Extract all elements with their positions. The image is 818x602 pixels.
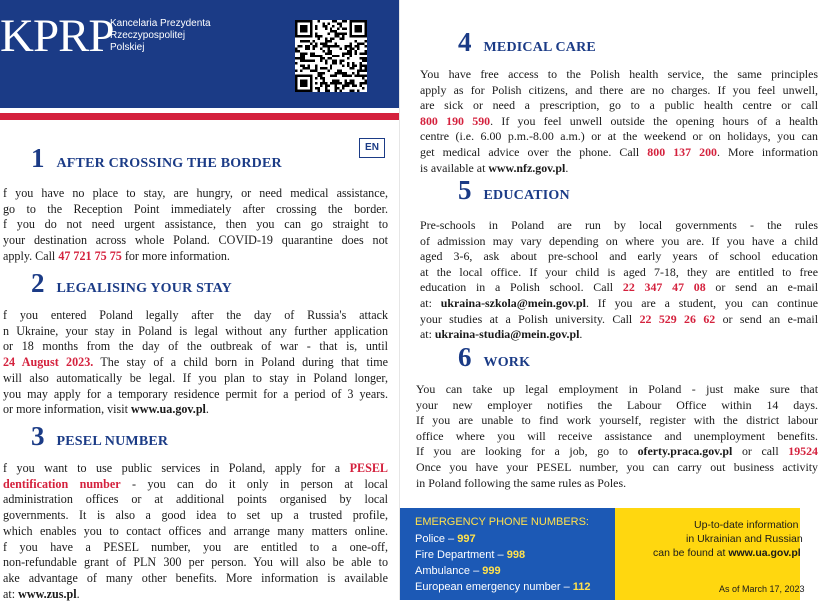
text-line: centre (i.e. 6.00 p.m.-8.00 a.m.) or at the weekend or on holidays, you can (420, 129, 818, 144)
text-fragment: - you can do it only in person at local (120, 476, 388, 491)
org-name-line: Polskiej (110, 42, 145, 53)
section-5-heading (458, 175, 570, 206)
section-number: 2 (31, 268, 45, 298)
text-line: governments. It is also a good idea to set up a trusted profile, (3, 508, 388, 523)
text-line: f you have a PESEL number, you are entitled to a one-off, (3, 539, 388, 554)
text-line: administration offices or at additional points organised by local (3, 492, 388, 507)
text-line (3, 461, 388, 477)
text-line: your new employer notifies the Labour Office within 14 days. (416, 397, 818, 412)
text-line (420, 280, 818, 296)
section-title: MEDICAL CARE (483, 40, 596, 55)
text-fragment: can be found at (653, 547, 729, 559)
section-3-text (3, 461, 388, 602)
text-fragment: or call (732, 444, 789, 459)
emergency-label: European emergency number – (415, 581, 573, 593)
text-fragment: is available at (420, 160, 489, 175)
text-fragment: . (579, 327, 583, 342)
emergency-title: EMERGENCY PHONE NUMBERS: (415, 516, 589, 528)
section-2-text (3, 308, 388, 418)
text-fragment: at: (420, 327, 435, 342)
text-line (420, 312, 818, 328)
text-fragment: apply. Call (3, 248, 59, 263)
website-link[interactable]: www.nfz.gov.pl (488, 160, 566, 175)
section-number: 6 (458, 342, 472, 372)
text-fragment: or more information, visit (3, 402, 131, 417)
text-line (420, 161, 818, 177)
section-title: LEGALISING YOUR STAY (56, 281, 232, 296)
section-title: PESEL NUMBER (56, 434, 169, 449)
header-banner (0, 0, 400, 108)
text-line: non-refundable grant of PLN 300 per person. You will also be able to (3, 555, 388, 570)
website-link[interactable]: www.zus.pl (18, 586, 77, 601)
text-fragment: f you want to use public services in Poland, apply for a (3, 461, 350, 475)
text-line: which enables you to contact offices and arrange many matters online. (3, 523, 388, 538)
emergency-numbers-box (400, 508, 615, 600)
text-line (420, 327, 818, 343)
text-fragment: or send an e-mail (715, 311, 818, 326)
text-fragment: education in a Polish school. Call (420, 280, 623, 295)
text-line: you may apply for a temporary residence permit for a period of 3 years. (3, 386, 388, 401)
emergency-number[interactable]: 999 (482, 565, 501, 577)
section-number: 5 (458, 175, 472, 205)
section-3-heading (31, 421, 168, 452)
text-fragment: or send an e-mail (705, 280, 818, 295)
text-fragment: . If you are a student, you can continue (585, 295, 818, 310)
section-2-heading (31, 268, 232, 299)
emergency-label: Ambulance – (415, 565, 483, 577)
text-line: will also automatically be legal. If you plan to stay in Poland longer, (3, 370, 388, 385)
left-page (0, 0, 400, 600)
website-link[interactable]: www.ua.gov.pl (130, 402, 206, 417)
text-fragment: at: (420, 295, 441, 310)
text-line: office where you will receive assistance and unemployment benefits. (416, 428, 818, 443)
text-line (420, 145, 818, 161)
phone-number[interactable]: 22 347 47 08 (622, 280, 706, 295)
org-name-line: Kancelaria Prezydenta (110, 18, 211, 29)
text-line (416, 444, 818, 460)
section-number: 3 (31, 421, 45, 451)
emergency-item-police (415, 533, 476, 545)
text-line: your destination across whole Poland. COVID-19 quarantine does not (3, 233, 388, 248)
org-name (110, 18, 211, 54)
emergency-item-european (415, 581, 591, 593)
text-line (3, 587, 388, 602)
email-link[interactable]: ukraina-szkola@mein.gov.pl (440, 295, 586, 310)
text-line (3, 477, 388, 493)
text-fragment: at: (3, 586, 19, 601)
text-fragment: If you are looking for a job, go to (416, 444, 638, 459)
info-line: in Ukrainian and Russian (686, 533, 803, 545)
text-line: Once you have your PESEL number, you can carry out business activity (416, 459, 818, 474)
emergency-label: Fire Department – (415, 549, 507, 561)
text-fragment: . (76, 586, 80, 601)
text-line: are sick or need a prescription, go to a public health centre or call (420, 98, 818, 113)
text-fragment: . More information (716, 144, 818, 159)
section-4-text (420, 67, 818, 176)
phone-number[interactable]: 19524 (788, 444, 818, 459)
emergency-number[interactable]: 112 (572, 581, 591, 593)
section-number: 1 (31, 143, 45, 173)
org-name-line: Rzeczypospolitej (110, 30, 186, 41)
section-number: 4 (458, 27, 472, 57)
info-box (615, 508, 805, 600)
section-6-heading (458, 342, 530, 373)
section-title: WORK (483, 355, 531, 370)
text-line (3, 249, 388, 265)
text-line (420, 114, 818, 130)
qr-code-icon[interactable] (295, 20, 367, 92)
flag-stripe-red (0, 113, 400, 120)
text-line: aged 3-6, ask about pre-school and early years of school education (420, 249, 818, 264)
phone-number[interactable]: 800 137 200 (647, 144, 717, 159)
text-line: in Poland following the same rules as Poles. (416, 475, 627, 490)
text-fragment: get medical advice over the phone. Call (420, 144, 648, 159)
website-link[interactable]: oferty.praca.gov.pl (637, 444, 733, 459)
section-5-text (420, 218, 818, 343)
section-title: EDUCATION (483, 188, 570, 203)
text-line: You have free access to the Polish health service, the same principles (420, 67, 818, 81)
text-line: or 18 months from the day of the outbreak of war - that is, until (3, 339, 388, 354)
text-fragment: . If you feel unwell outside the opening hours of a health (490, 113, 818, 128)
text-fragment: . (205, 402, 209, 417)
text-line: n Ukraine, your stay in Poland is legal without any further application (3, 323, 388, 338)
text-fragment: your studies at a Polish university. Call (420, 311, 640, 326)
info-line: Up-to-date information (694, 519, 799, 531)
section-title: AFTER CROSSING THE BORDER (56, 156, 282, 171)
text-line: f you do not need urgent assistance, then you can go straight to (3, 217, 388, 232)
text-line (420, 296, 818, 312)
website-link[interactable]: www.ua.gov.pl (728, 547, 801, 559)
text-fragment: . (565, 160, 569, 175)
text-line: of admission may vary depending on where you are. If you have a child (420, 233, 818, 248)
text-fragment: The stay of a child born in Poland during that time (93, 355, 388, 370)
pesel-highlight: dentification number (3, 476, 121, 491)
as-of-date: As of March 17, 2023 (719, 584, 805, 594)
emergency-number[interactable]: 997 (457, 533, 476, 545)
section-1-heading (31, 143, 282, 174)
section-4-heading (458, 27, 596, 58)
kprp-logo: KPRP (0, 10, 114, 62)
emergency-label: Police – (415, 533, 458, 545)
phone-number[interactable]: 47 721 75 75 (58, 248, 122, 263)
phone-number[interactable]: 800 190 590 (420, 113, 491, 128)
emergency-item-ambulance (415, 565, 501, 577)
text-line: f you have no place to stay, are hungry, or need medical assistance, (3, 186, 388, 200)
section-1-text (3, 186, 388, 265)
text-line: ake advantage of many other benefits. More information is available (3, 570, 388, 585)
info-line (653, 547, 801, 559)
text-line: go to the Reception Point immediately after crossing the border. (3, 201, 388, 216)
text-line: Pre-schools in Poland are run by local governments - the rules (420, 218, 818, 232)
emergency-item-fire (415, 549, 525, 561)
text-line (3, 355, 388, 371)
emergency-number[interactable]: 998 (506, 549, 526, 561)
text-line: If you are unable to find work yourself, register with the district labour (416, 413, 818, 428)
pesel-highlight: PESEL (349, 461, 388, 475)
text-line: at the local office. If your child is aged 7-18, they are entitled to free (420, 264, 818, 279)
text-fragment: for more information. (121, 248, 230, 263)
text-line: apply as for Polish citizens, and there are no charges. If you feel unwell, (420, 82, 818, 97)
language-badge[interactable]: EN (359, 138, 385, 158)
email-link[interactable]: ukraina-studia@mein.gov.pl (434, 327, 580, 342)
text-line: You can take up legal employment in Poland - just make sure that (416, 382, 818, 396)
section-6-text (416, 382, 818, 491)
text-line: f you entered Poland legally after the day of Russia's attack (3, 308, 388, 322)
deadline-date: 24 August 2023. (3, 355, 94, 370)
text-line (3, 402, 388, 418)
phone-number[interactable]: 22 529 26 62 (639, 311, 716, 326)
